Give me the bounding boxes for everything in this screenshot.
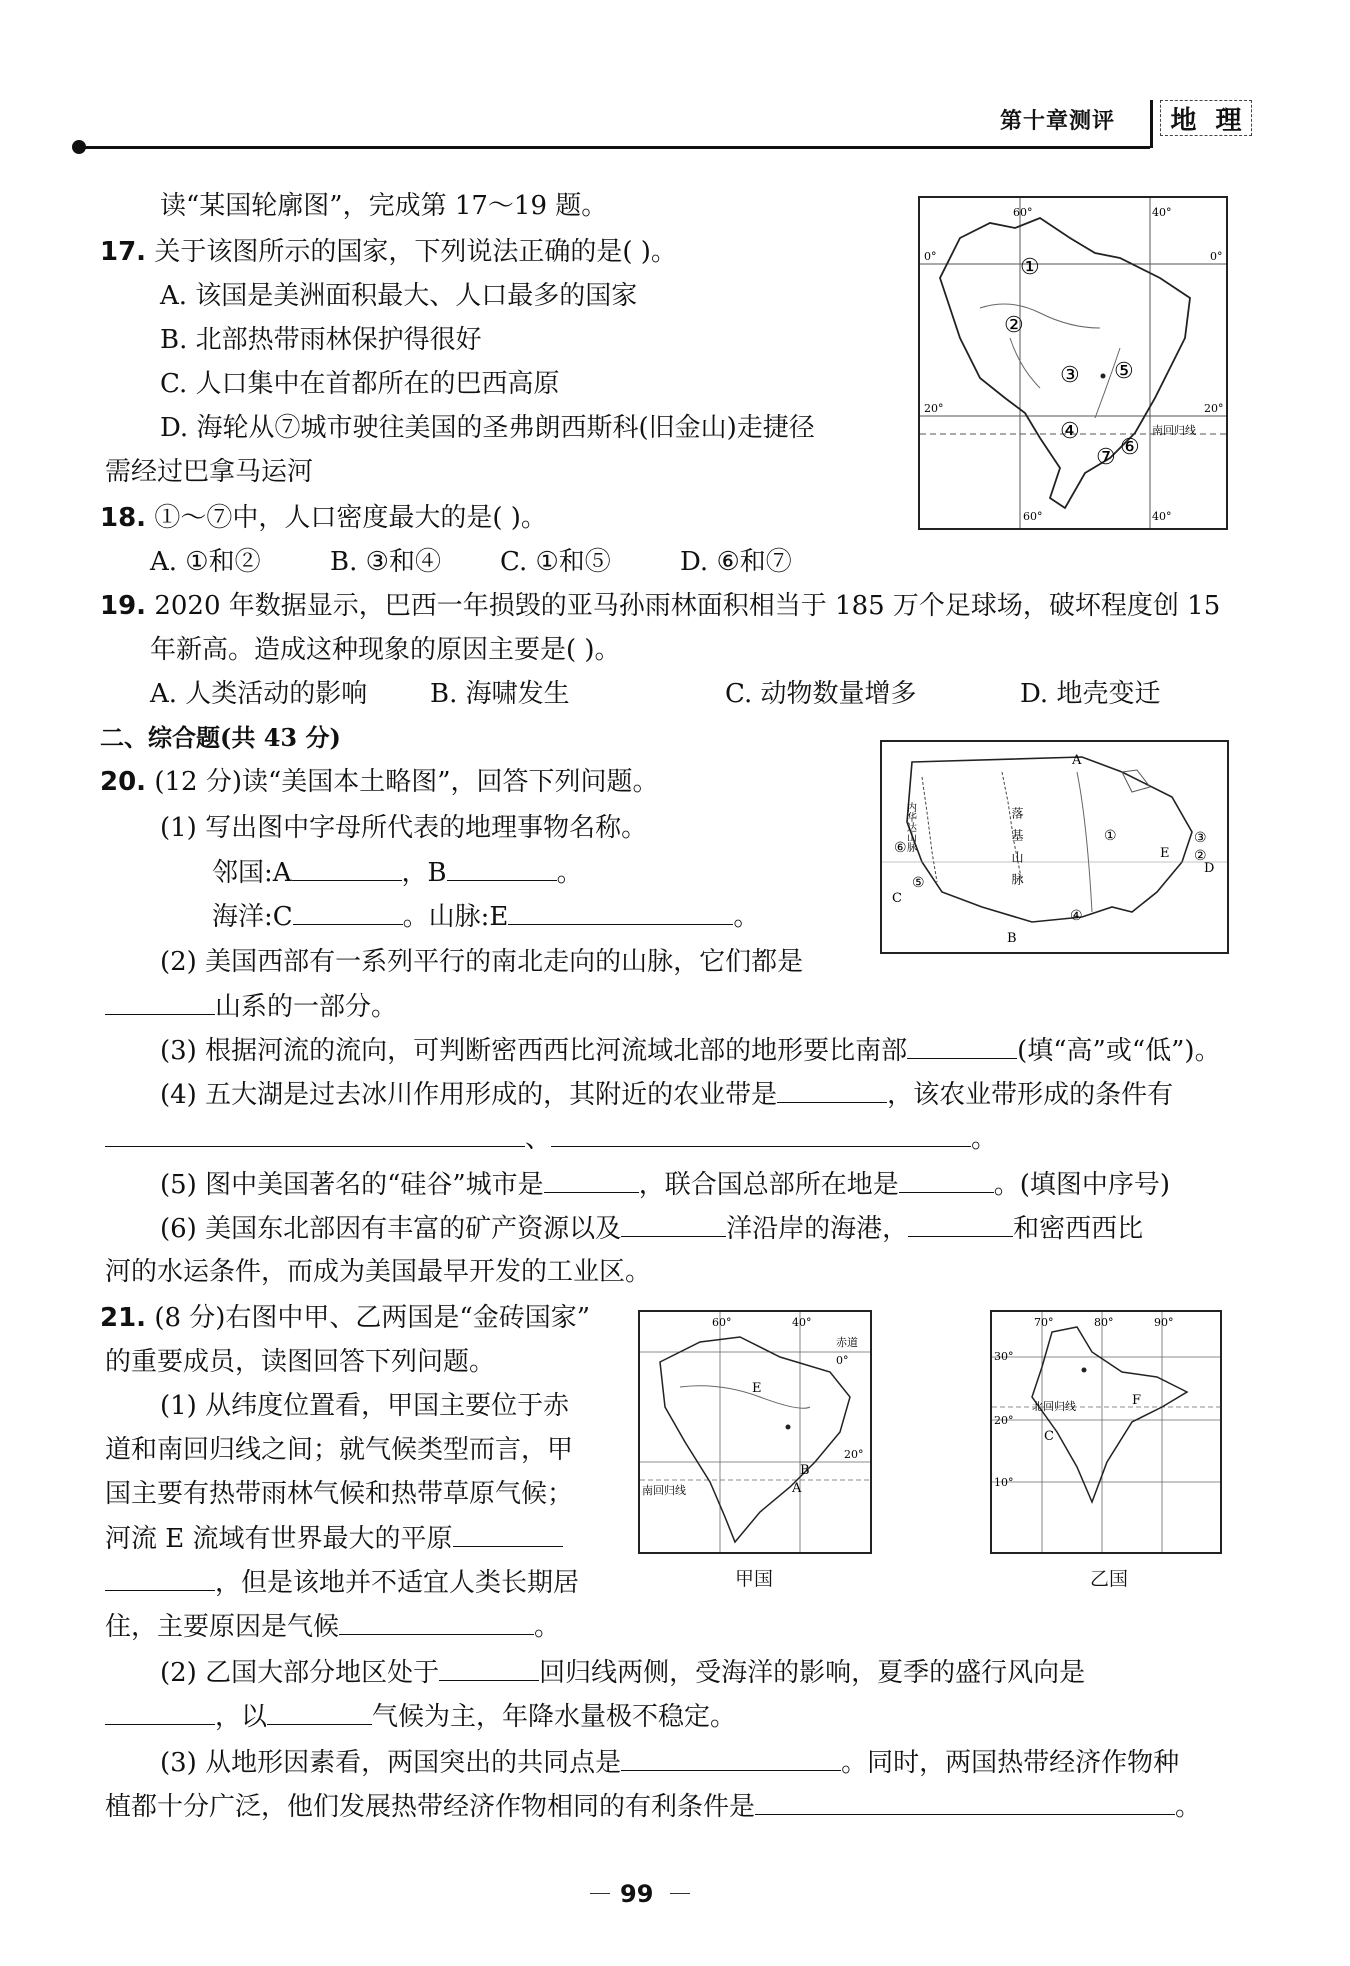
q20-stem <box>100 766 659 798</box>
answer-blank-ocean[interactable] <box>621 1212 726 1237</box>
q21-part2-cont-text: ，以 <box>215 1702 268 1732</box>
q21-part3-tail: 。同时，两国热带经济作物种 <box>841 1748 1180 1778</box>
q21-part2-mid: 回归线两侧，受海洋的影响，夏季的盛行风向是 <box>539 1658 1086 1688</box>
yi-lat-30: 30° <box>994 1350 1014 1363</box>
chapter-title: 第十章测评 <box>1000 108 1116 134</box>
usa-range-rocky: 落基山脉 <box>1010 807 1024 895</box>
q20-part5-mid: ，联合国总部所在地是 <box>638 1170 899 1200</box>
usa-marker-5: ⑤ <box>912 875 925 891</box>
answer-blank-condition-1[interactable] <box>105 1122 525 1147</box>
answer-blank-e[interactable] <box>508 900 733 925</box>
q19-stem-cont: 年新高。造成这种现象的原因主要是( )。 <box>150 635 621 665</box>
usa-marker-6: ⑥ <box>894 840 907 856</box>
answer-blank-silicon-valley[interactable] <box>544 1168 639 1193</box>
q18-stem-text: ①～⑦中，人口密度最大的是( )。 <box>154 503 547 533</box>
q21-line-2: 的重要成员，读图回答下列问题。 <box>105 1347 496 1377</box>
q20-part6-cont: 河的水运条件，而成为美国最早开发的工业区。 <box>105 1257 652 1287</box>
jia-label-b: B <box>800 1463 810 1478</box>
answer-blank-tropic[interactable] <box>439 1656 539 1681</box>
answer-blank-wind[interactable] <box>105 1700 215 1725</box>
usa-marker-1: ① <box>1104 828 1117 844</box>
answer-blank-plain-2[interactable] <box>105 1566 215 1591</box>
subject-char-1: 地 <box>1170 105 1197 136</box>
q21-part3 <box>160 1746 1179 1779</box>
q17-number: 17. <box>100 237 147 267</box>
q20-label-b: ，B <box>401 858 447 888</box>
q21-part2-cont <box>105 1700 736 1733</box>
q20-part1-ocean-mountain <box>212 900 759 933</box>
q21-stem-text: (8 分)右图中甲、乙两国是“金砖国家” <box>154 1303 591 1333</box>
q21-part2 <box>160 1656 1085 1689</box>
brazil-marker-2: ② <box>1004 313 1024 338</box>
q20-part6-text: (6) 美国东北部因有丰富的矿产资源以及 <box>160 1214 622 1244</box>
answer-blank-plain-1[interactable] <box>453 1522 563 1547</box>
brazil-tropic-label: 南回归线 <box>1152 424 1196 437</box>
yi-lat-20: 20° <box>994 1414 1014 1427</box>
q20-part4-sep: 、 <box>525 1124 552 1154</box>
brazil-outline-map <box>918 196 1228 530</box>
q20-part6 <box>160 1212 1143 1245</box>
q20-part2-cont <box>105 990 397 1023</box>
yi-tropic: 北回归线 <box>1032 1400 1076 1413</box>
yi-lon-80: 80° <box>1094 1316 1114 1329</box>
q20-part4-text: (4) 五大湖是过去冰川作用形成的，其附近的农业带是 <box>160 1080 778 1110</box>
yi-lat-10: 10° <box>994 1476 1014 1489</box>
usa-range-nevada: 内华达山脉 <box>904 802 916 852</box>
jia-tropic: 南回归线 <box>642 1484 686 1497</box>
q20-label-a: 邻国:A <box>212 858 292 888</box>
usa-label-a: A <box>1072 753 1082 768</box>
q20-part2: (2) 美国西部有一系列平行的南北走向的山脉，它们都是 <box>160 947 804 977</box>
subject-box <box>1160 100 1252 136</box>
intro-text: 读“某国轮廓图”，完成第 17～19 题。 <box>160 191 608 221</box>
brazil-marker-7: ⑦ <box>1096 445 1116 470</box>
brazil-marker-4: ④ <box>1060 419 1080 444</box>
usa-label-c: C <box>892 891 902 906</box>
q20-part4-tail: ，该农业带形成的条件有 <box>887 1080 1174 1110</box>
brazil-lat-0-left: 0° <box>924 250 937 263</box>
page-number-dash-right <box>670 1893 690 1894</box>
q20-part3 <box>160 1034 1221 1067</box>
q19-stem-text: 2020 年数据显示，巴西一年损毁的亚马孙雨林面积相当于 185 万个足球场，破坏程度创 15 <box>154 591 1221 621</box>
q20-part6-mid: 洋沿岸的海港， <box>726 1214 909 1244</box>
yi-country-map <box>990 1310 1222 1554</box>
q20-part4-cont <box>105 1122 997 1155</box>
yi-label-c: C <box>1044 1429 1054 1444</box>
q21-line-8-end: 。 <box>534 1612 561 1642</box>
brazil-marker-5: ⑤ <box>1114 359 1134 384</box>
q21-line-7-text: ，但是该地并不适宜人类长期居 <box>215 1568 580 1598</box>
answer-blank-un-hq[interactable] <box>899 1168 994 1193</box>
q17-stem-text: 关于该图所示的国家，下列说法正确的是( )。 <box>154 237 677 267</box>
usa-marker-3: ③ <box>1194 830 1207 846</box>
q18-option-a: A. ①和② <box>150 547 261 577</box>
q21-line-4: 道和南回归线之间；就气候类型而言，甲 <box>105 1435 574 1465</box>
answer-blank-climate[interactable] <box>267 1700 372 1725</box>
q19-option-b: B. 海啸发生 <box>430 679 570 709</box>
yi-caption: 乙国 <box>1090 1568 1129 1590</box>
jia-equator: 赤道 <box>836 1336 858 1349</box>
usa-marker-2: ② <box>1194 848 1207 864</box>
answer-blank-b[interactable] <box>447 856 557 881</box>
jia-lat-0: 0° <box>836 1354 849 1367</box>
answer-blank-c[interactable] <box>293 900 403 925</box>
subject-char-2: 理 <box>1215 105 1242 136</box>
q20-label-c: 海洋:C <box>212 902 293 932</box>
q21-part2-end: 气候为主，年降水量极不稳定。 <box>372 1702 737 1732</box>
q21-part2-text: (2) 乙国大部分地区处于 <box>160 1658 440 1688</box>
brazil-lon-60: 60° <box>1013 206 1033 219</box>
brazil-lat-20-right: 20° <box>1204 402 1224 415</box>
q18-option-c: C. ①和⑤ <box>500 547 611 577</box>
usa-mainland-map <box>880 740 1229 954</box>
page-number: 99 <box>620 1880 654 1908</box>
q20-label-b-end: 。 <box>556 858 583 888</box>
q20-stem-text: (12 分)读“美国本土略图”，回答下列问题。 <box>154 767 659 797</box>
brazil-lon-40-bottom: 40° <box>1152 510 1172 523</box>
jia-lat-20: 20° <box>844 1448 864 1461</box>
q20-part1: (1) 写出图中字母所代表的地理事物名称。 <box>160 813 648 843</box>
q20-part4 <box>160 1078 1173 1111</box>
q17-option-a: A. 该国是美洲面积最大、人口最多的国家 <box>160 281 638 311</box>
q17-option-d: D. 海轮从⑦城市驶往美国的圣弗朗西斯科(旧金山)走捷径 <box>160 413 815 443</box>
q21-stem <box>100 1302 590 1334</box>
yi-lon-70: 70° <box>1034 1316 1054 1329</box>
answer-blank-waterway[interactable] <box>908 1212 1013 1237</box>
q21-part3-end: 。 <box>1175 1792 1202 1822</box>
q20-part3-tail: (填“高”或“低”)。 <box>1017 1036 1221 1066</box>
q21-line-3: (1) 从纬度位置看，甲国主要位于赤 <box>160 1391 570 1421</box>
section-2-title: 二、综合题(共 43 分) <box>100 723 341 752</box>
answer-blank-terrain-common[interactable] <box>621 1746 841 1771</box>
q20-part5-tail: 。(填图中序号) <box>993 1170 1170 1200</box>
brazil-marker-6: ⑥ <box>1120 435 1140 460</box>
q20-number: 20. <box>100 767 147 797</box>
brazil-lon-40: 40° <box>1152 206 1172 219</box>
q21-part3-text: (3) 从地形因素看，两国突出的共同点是 <box>160 1748 622 1778</box>
q20-part5 <box>160 1168 1170 1201</box>
brazil-marker-3: ③ <box>1060 363 1080 388</box>
q18-number: 18. <box>100 503 147 533</box>
answer-blank-terrain[interactable] <box>907 1034 1017 1059</box>
q21-line-8 <box>105 1610 560 1643</box>
q19-option-d: D. 地壳变迁 <box>1020 679 1161 709</box>
q17-option-c: C. 人口集中在首都所在的巴西高原 <box>160 369 560 399</box>
q19-stem <box>100 590 1220 622</box>
q21-line-6 <box>105 1522 563 1555</box>
jia-label-a: A <box>792 1481 802 1496</box>
yi-lon-90: 90° <box>1154 1316 1174 1329</box>
jia-country-map <box>638 1310 872 1554</box>
q17-stem <box>100 236 677 268</box>
usa-label-b: B <box>1007 931 1017 946</box>
q21-line-8-text: 住，主要原因是气候 <box>105 1612 340 1642</box>
header-divider <box>1150 100 1153 148</box>
brazil-lat-20-left: 20° <box>924 402 944 415</box>
brazil-marker-1: ① <box>1020 255 1040 280</box>
q20-label-e-end: 。 <box>733 902 760 932</box>
q20-part4-end: 。 <box>971 1124 998 1154</box>
q20-part6-tail: 和密西西比 <box>1013 1214 1144 1244</box>
usa-label-d: D <box>1204 861 1215 876</box>
q21-part3-cont <box>105 1790 1201 1823</box>
answer-blank-climate-reason[interactable] <box>339 1610 534 1635</box>
header-rule <box>80 146 1150 149</box>
brazil-lon-60-bottom: 60° <box>1023 510 1043 523</box>
usa-marker-4: ④ <box>1070 908 1083 924</box>
usa-label-e: E <box>1160 846 1170 861</box>
q18-option-d: D. ⑥和⑦ <box>680 547 792 577</box>
q19-number: 19. <box>100 591 147 621</box>
q21-line-6-text: 河流 E 流域有世界最大的平原 <box>105 1524 453 1554</box>
brazil-lat-0-right: 0° <box>1210 250 1223 263</box>
q19-option-a: A. 人类活动的影响 <box>150 679 368 709</box>
q17-option-b: B. 北部热带雨林保护得很好 <box>160 325 482 355</box>
answer-blank-condition-2[interactable] <box>551 1122 971 1147</box>
page-number-dash-left <box>590 1893 610 1894</box>
q20-part1-neighbors <box>212 856 583 889</box>
jia-lon-40: 40° <box>792 1316 812 1329</box>
q21-line-7 <box>105 1566 579 1599</box>
yi-label-f: F <box>1132 1393 1142 1408</box>
q18-option-b: B. ③和④ <box>330 547 441 577</box>
answer-blank-a[interactable] <box>292 856 402 881</box>
answer-blank-mountain-system[interactable] <box>105 990 215 1015</box>
q20-part2-tail: 山系的一部分。 <box>215 992 398 1022</box>
q20-part3-text: (3) 根据河流的流向，可判断密西西比河流域北部的地形要比南部 <box>160 1036 908 1066</box>
answer-blank-agri-belt[interactable] <box>777 1078 887 1103</box>
answer-blank-favorable-conditions[interactable] <box>755 1790 1175 1815</box>
jia-caption: 甲国 <box>735 1568 774 1590</box>
q21-part3-cont-text: 植都十分广泛，他们发展热带经济作物相同的有利条件是 <box>105 1792 756 1822</box>
q21-number: 21. <box>100 1303 147 1333</box>
q20-part5-text: (5) 图中美国著名的“硅谷”城市是 <box>160 1170 544 1200</box>
jia-label-e: E <box>752 1381 762 1396</box>
q17-option-d-cont: 需经过巴拿马运河 <box>105 457 314 487</box>
jia-lon-60: 60° <box>712 1316 732 1329</box>
q18-stem <box>100 502 547 534</box>
q19-option-c: C. 动物数量增多 <box>725 679 917 709</box>
q21-line-5: 国主要有热带雨林气候和热带草原气候； <box>105 1479 574 1509</box>
q20-label-e: 。山脉:E <box>402 902 509 932</box>
